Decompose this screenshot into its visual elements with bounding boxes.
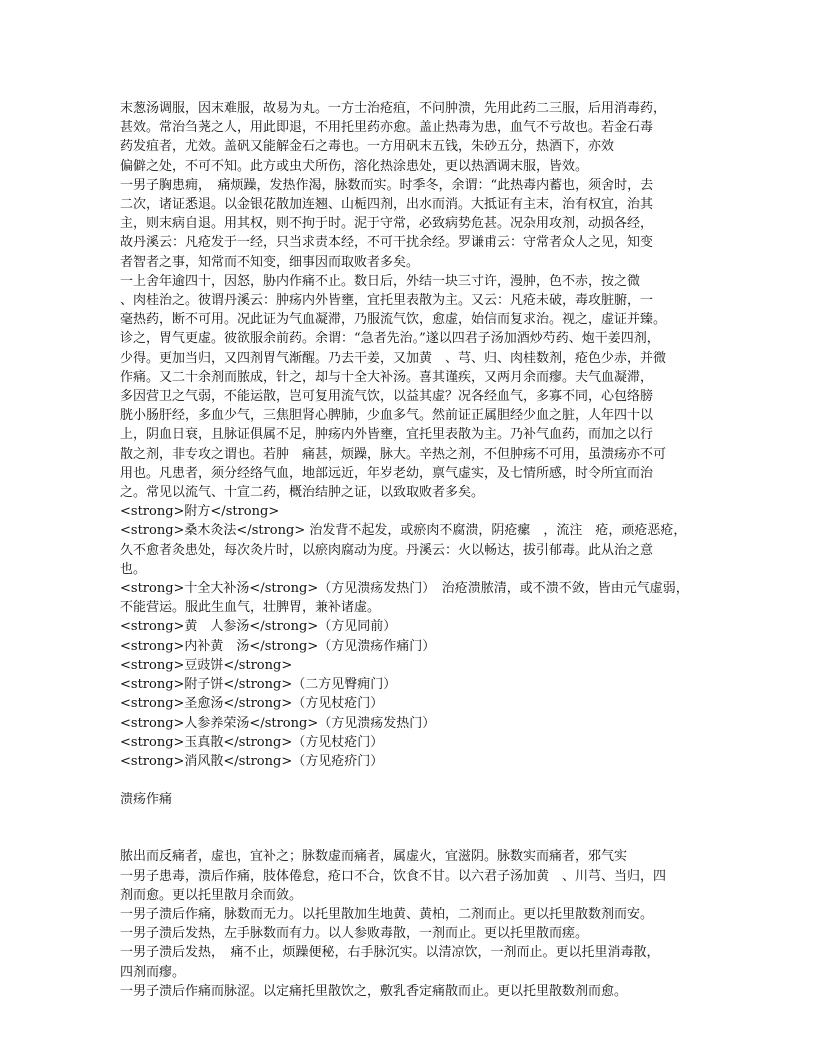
text-line: 之。常见以流气、十宣二药，概治结肿之证，以致取败者多矣。 bbox=[120, 485, 485, 501]
text-line: 胱小肠肝经，多血少气，三焦胆肾心脾肺，少血多气。然前证正属胆经少血之脏，人年四十以 bbox=[120, 408, 654, 424]
text-line: 剂而愈。更以托里散月余而敛。 bbox=[120, 887, 303, 903]
text-line: 一男子溃后作痛而脉涩。以定痛托里散饮之，敷乳香定痛散而止。更以托里散数剂而愈。 bbox=[120, 983, 628, 999]
text-line: 也。 bbox=[120, 561, 147, 577]
text-line: <strong>附方</strong> bbox=[120, 504, 280, 520]
text-line: 二次，诸证悉退。以金银花散加连翘、山栀四剂，出水而消。大抵证有主末，治有权宜，治其 bbox=[120, 197, 654, 213]
text-line: <strong>玉真散</strong>（方见杖疮门） bbox=[120, 734, 384, 750]
text-line: 偏僻之处，不可不知。此方或虫犬所伤，溶化热涂患处，更以热酒调末服，皆效。 bbox=[120, 158, 589, 174]
text-line: 多因营卫之气弱，不能运散，岂可复用流气饮，以益其虚？况各经血气，多寡不同，心包络膀 bbox=[120, 389, 654, 405]
text-line: 一男子溃后作痛，脉数而无力。以托里散加生地黄、黄柏，二剂而止。更以托里散数剂而安。 bbox=[120, 906, 654, 922]
text-line: <strong>附子饼</strong>（二方见臀痈门） bbox=[120, 677, 397, 693]
text-line: 作痛。又二十余剂而脓成，针之，却与十全大补汤。喜其谨疾，又两月余而瘳。夫气血凝滞， bbox=[120, 369, 654, 385]
text-line: <strong>消风散</strong>（方见疮疥门） bbox=[120, 753, 384, 769]
text-line: 用也。凡患者，须分经络气血，地部远近，年岁老幼，禀气虚实，及七情所感，时令所宜而治 bbox=[120, 465, 654, 481]
text-line: 一上舍年逾四十，因怒，胁内作痛不止。数日后，外结一块三寸许，漫肿，色不赤，按之微 bbox=[120, 273, 641, 289]
text-line: 毫热药，断不可用。况此证为气血凝滞，乃服流气饮，愈虚，始信而复求治。视之，虚证并臻。 bbox=[120, 312, 667, 328]
spacer bbox=[120, 771, 704, 790]
text-line: 不能营运。服此生血气，壮脾胃，兼补诸虚。 bbox=[120, 600, 381, 616]
section-heading: 溃疡作痛 bbox=[120, 792, 173, 808]
main-text-block bbox=[120, 99, 704, 771]
text-line: 甚效。常治刍荛之人，用此即退，不用托里药亦愈。盖止热毒为患，血气不亏故也。若金石毒 bbox=[120, 120, 654, 136]
text-line: 久不愈者灸患处，每次灸片时，以瘀肉腐动为度。丹溪云：火以畅达，拔引郁毒。此从治之意 bbox=[120, 542, 654, 558]
text-line: <strong>人参养荣汤</strong>（方见溃疡发热门） bbox=[120, 715, 436, 731]
spacer bbox=[120, 809, 704, 847]
text-line: 少得。更加当归，又四剂胃气渐醒。乃去干姜，又加黄 、芎、归、肉桂数剂，疮色少赤，并微 bbox=[120, 350, 667, 366]
text-line: 四剂而瘳。 bbox=[120, 964, 186, 980]
text-line: <strong>黄 人参汤</strong>（方见同前） bbox=[120, 619, 397, 635]
text-line: 药发疽者，尤效。盖矾又能解金石之毒也。一方用矾末五钱，朱砂五分，热酒下，亦效 bbox=[120, 139, 615, 155]
text-line: <strong>桑木灸法</strong> 治发背不起发，或瘀肉不腐溃，阴疮瘰 ，流注 疮，顽疮恶疮， bbox=[120, 523, 687, 539]
text-line: 一男子溃后发热， 痛不止，烦躁便秘，右手脉沉实。以清凉饮，一剂而止。更以托里消毒散， bbox=[120, 945, 660, 961]
text-line: <strong>十全大补汤</strong>（方见溃疡发热门） 治疮溃脓清，或不溃不敛，皆由元气虚弱， bbox=[120, 581, 689, 597]
text-line: 主，则末病自退。用其权，则不拘于时。泥于守常，必致病势危甚。况杂用攻剂，动损各经， bbox=[120, 216, 654, 232]
text-line: 者智者之事，知常而不知变，细事因而取败者多矣。 bbox=[120, 254, 420, 270]
document-page bbox=[120, 99, 704, 1001]
text-line: <strong>内补黄 汤</strong>（方见溃疡作痛门） bbox=[120, 638, 436, 654]
text-line: 诊之，胃气更虚。彼欲服余前药。余谓：“急者先治。”遂以四君子汤加酒炒芍药、炮干姜四剂， bbox=[120, 331, 660, 347]
section-text-block bbox=[120, 847, 704, 1001]
text-line: 故丹溪云：凡疮发于一经，只当求责本经，不可干扰余经。罗谦甫云：守常者众人之见，知变 bbox=[120, 235, 654, 251]
text-line: <strong>圣愈汤</strong>（方见杖疮门） bbox=[120, 696, 384, 712]
text-line: 、肉桂治之。彼谓丹溪云：肿疡内外皆壅，宜托里表散为主。又云：凡疮未破，毒攻脏腑，一 bbox=[120, 293, 654, 309]
text-line: 脓出而反痛者，虚也，宜补之；脉数虚而痛者，属虚火，宜滋阴。脉数实而痛者，邪气实 bbox=[120, 849, 628, 865]
text-line: 末葱汤调服，因末难服，故易为丸。一方士治疮疽，不问肿溃，先用此药二三服，后用消毒药， bbox=[120, 101, 667, 116]
text-line: 上，阴血日衰，且脉证俱属不足，肿疡内外皆壅，宜托里表散为主。乃补气血药，而加之以行 bbox=[120, 427, 654, 443]
text-line: 一男子胸患痈， 痛烦躁，发热作渴，脉数而实。时季冬，余谓：“此热毒内蓄也，须舍时，去 bbox=[120, 177, 654, 193]
text-line: 一男子溃后发热，左手脉数而有力。以人参败毒散，一剂而止。更以托里散而瘥。 bbox=[120, 926, 589, 942]
text-line: <strong>豆豉饼</strong> bbox=[120, 657, 293, 673]
text-line: 一男子患毒，溃后作痛，肢体倦怠，疮口不合，饮食不甘。以六君子汤加黄 、川芎、当归，四 bbox=[120, 868, 667, 884]
text-line: 散之剂，非专攻之谓也。若肿 痛甚，烦躁，脉大。辛热之剂，不但肿疡不可用，虽溃疡亦不可 bbox=[120, 446, 667, 462]
